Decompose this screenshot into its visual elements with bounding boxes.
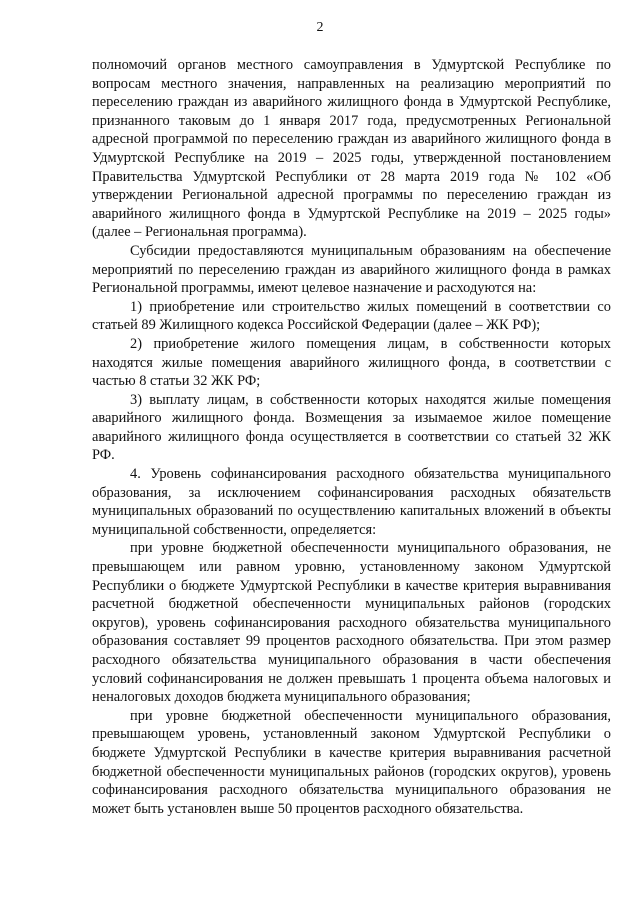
list-item-3: 3) выплату лицам, в собственности которых находятся жилые помещения аварийного жилищного фонда. Возмещения за изымаемое жилое помещение аварийного жилищного фонда осуществляется в соответствии со статьей 32 ЖК РФ. [92, 391, 611, 464]
paragraph-condition-2: при уровне бюджетной обеспеченности муниципального образования, превышающем уровень, установленный законом Удмуртской Республики о бюджете Удмуртской Республики в качестве критерия выравнивания расчетной бюджетной обеспеченности муниципальных районов (городских округов), уровень софинансирования расходного обязательства муниципального образования не может быть установлен выше 50 процентов расходного обязательства. [92, 707, 611, 817]
paragraph-clause-4: 4. Уровень софинансирования расходного обязательства муниципального образования, за исключением софинансирования расходных обязательств муниципальных образований по осуществлению капитальных вложений в объекты муниципальной собственности, определяется: [92, 466, 611, 538]
list-item-2: 2) приобретение жилого помещения лицам, в собственности которых находятся жилые помещения аварийного жилищного фонда, в соответствии с частью 8 статьи 32 ЖК РФ; [92, 335, 611, 390]
page-number: 2 [316, 20, 324, 35]
document-body [92, 56, 611, 818]
paragraph-condition-1: при уровне бюджетной обеспеченности муниципального образования, не превышающем или равном уровню, установленному законом Удмуртской Республики о бюджете Удмуртской Республики в качестве критерия выравнивания расчетной бюджетной обеспеченности муниципальных районов (городских округов), уровень софинансирования расходного обязательства муниципального образования составляет 99 процентов расходного обязательства. При этом размер расходного обязательства муниципального образования в части обеспечения условий софинансирования не должен превышать 1 процента объема налоговых и неналоговых доходов бюджета муниципального образования; [92, 540, 611, 706]
paragraph-continuation: полномочий органов местного самоуправления в Удмуртской Республике по вопросам местного значения, направленных на реализацию мероприятий по переселению граждан из аварийного жилищного фонда в Удмуртской Республике, признанного таковым до 1 января 2017 года, предусмотренных Региональной адресной программой по переселению граждан из аварийного жилищного фонда в Удмуртской Республике на 2019 – 2025 годы, утвержденной постановлением Правительства Удмуртской Республики от 28 марта 2019 года № 102 «Об утверждении Региональной адресной программы по переселению граждан из аварийного жилищного фонда в Удмуртской Республике на 2019 – 2025 годы» (далее – Региональная программа). [92, 57, 611, 241]
list-item-1: 1) приобретение или строительство жилых помещений в соответствии со статьей 89 Жилищного кодекса Российской Федерации (далее – ЖК РФ); [92, 298, 611, 334]
paragraph-subsidies: Субсидии предоставляются муниципальным образованиям на обеспечение мероприятий по переселению граждан из аварийного жилищного фонда в рамках Региональной программы, имеют целевое назначение и расходуются на: [92, 242, 611, 297]
